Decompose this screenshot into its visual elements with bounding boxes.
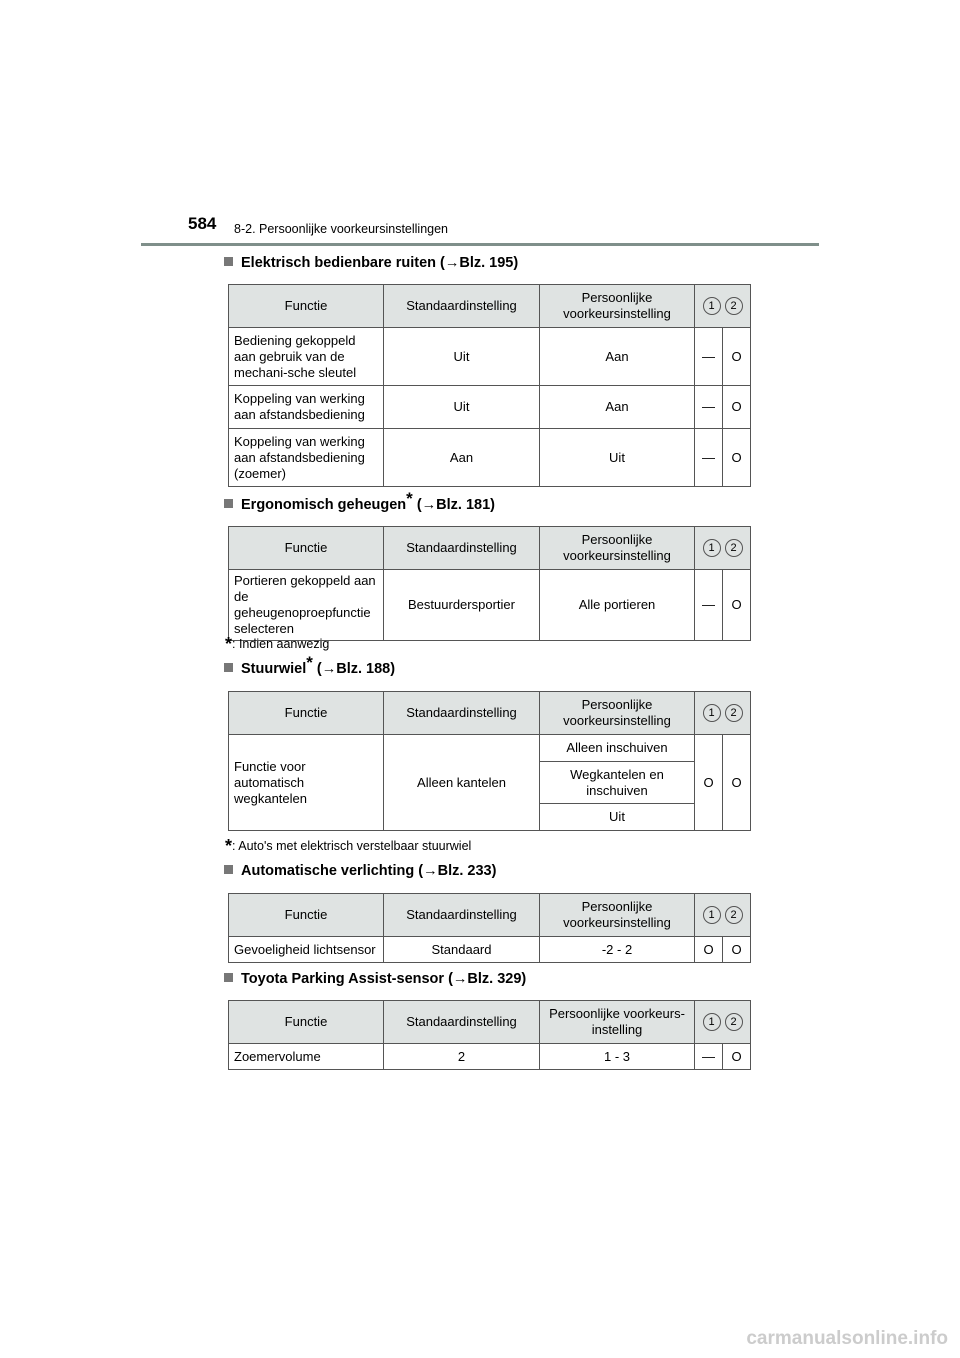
col-header-circles [695,894,751,937]
chapter-title: 8-2. Persoonlijke voorkeursinstellingen [234,222,449,236]
col-header-standaard: Standaardinstelling [384,894,540,937]
table-verlichting [228,893,751,963]
table-geheugen [228,526,751,641]
circle-2-icon: 2 [725,297,743,315]
col-header-standaard: Standaardinstelling [384,1001,540,1044]
col-header-circles [695,692,751,735]
footnote-geheugen: *: Indien aanwezig [225,634,330,654]
circle-1-icon: 1 [703,1013,721,1031]
heading-parking: Toyota Parking Assist-sensor (→Blz. 329) [224,971,526,987]
circle-2-icon: 2 [725,704,743,722]
col-header-standaard: Standaardinstelling [384,285,540,328]
col-header-persoonlijk: Persoonlijke voorkeursinstelling [540,527,695,570]
table-row: Uit [229,804,751,831]
heading-ruiten: Elektrisch bedienbare ruiten (→Blz. 195) [224,255,518,271]
col-header-persoonlijk: Persoonlijke voorkeursinstelling [540,692,695,735]
table-row: Koppeling van werking aan afstandsbediening Uit Aan — O [229,386,751,429]
watermark: carmanualsonline.info [746,1328,948,1349]
heading-geheugen: Ergonomisch geheugen* (→Blz. 181) [224,497,495,513]
table-row: Bediening gekoppeld aan gebruik van de mechani-sche sleutel Uit Aan — O [229,328,751,386]
footnote-stuurwiel: *: Auto's met elektrisch verstelbaar stuurwiel [225,836,472,856]
col-header-functie: Functie [229,894,384,937]
circle-1-icon: 1 [703,704,721,722]
bullet-square-icon [224,257,233,266]
col-header-circles [695,527,751,570]
col-header-functie: Functie [229,692,384,735]
col-header-persoonlijk: Persoonlijke voorkeursinstelling [540,285,695,328]
header-rule [141,243,819,246]
table-row: Portieren gekoppeld aan de geheugenoproepfunctie selecteren Bestuurdersportier Alle portieren — O [229,570,751,641]
heading-verlichting: Automatische verlichting (→Blz. 233) [224,863,496,879]
col-header-circles [695,285,751,328]
table-row: Gevoeligheid lichtsensor Standaard -2 - 2 O O [229,937,751,963]
bullet-square-icon [224,663,233,672]
table-ruiten [228,284,751,487]
table-row: Koppeling van werking aan afstandsbediening (zoemer) Aan Uit — O [229,429,751,487]
col-header-functie: Functie [229,1001,384,1044]
circle-1-icon: 1 [703,297,721,315]
table-stuurwiel [228,691,751,831]
table-row: Zoemervolume 2 1 - 3 — O [229,1044,751,1070]
table-row: Wegkantelen en inschuiven [229,762,751,804]
circle-1-icon: 1 [703,539,721,557]
col-header-functie: Functie [229,527,384,570]
table-parking [228,1000,751,1070]
col-header-standaard: Standaardinstelling [384,692,540,735]
circle-2-icon: 2 [725,539,743,557]
bullet-square-icon [224,499,233,508]
circle-2-icon: 2 [725,1013,743,1031]
bullet-square-icon [224,865,233,874]
col-header-standaard: Standaardinstelling [384,527,540,570]
bullet-square-icon [224,973,233,982]
circle-2-icon: 2 [725,906,743,924]
page-number: 584 [188,214,217,233]
heading-stuurwiel: Stuurwiel* (→Blz. 188) [224,661,395,677]
col-header-circles [695,1001,751,1044]
circle-1-icon: 1 [703,906,721,924]
col-header-persoonlijk: Persoonlijke voorkeursinstelling [540,894,695,937]
col-header-persoonlijk: Persoonlijke voorkeurs-instelling [540,1001,695,1044]
col-header-functie: Functie [229,285,384,328]
table-row: Functie voor automatisch wegkantelen Alleen kantelen Alleen inschuiven O O [229,735,751,762]
